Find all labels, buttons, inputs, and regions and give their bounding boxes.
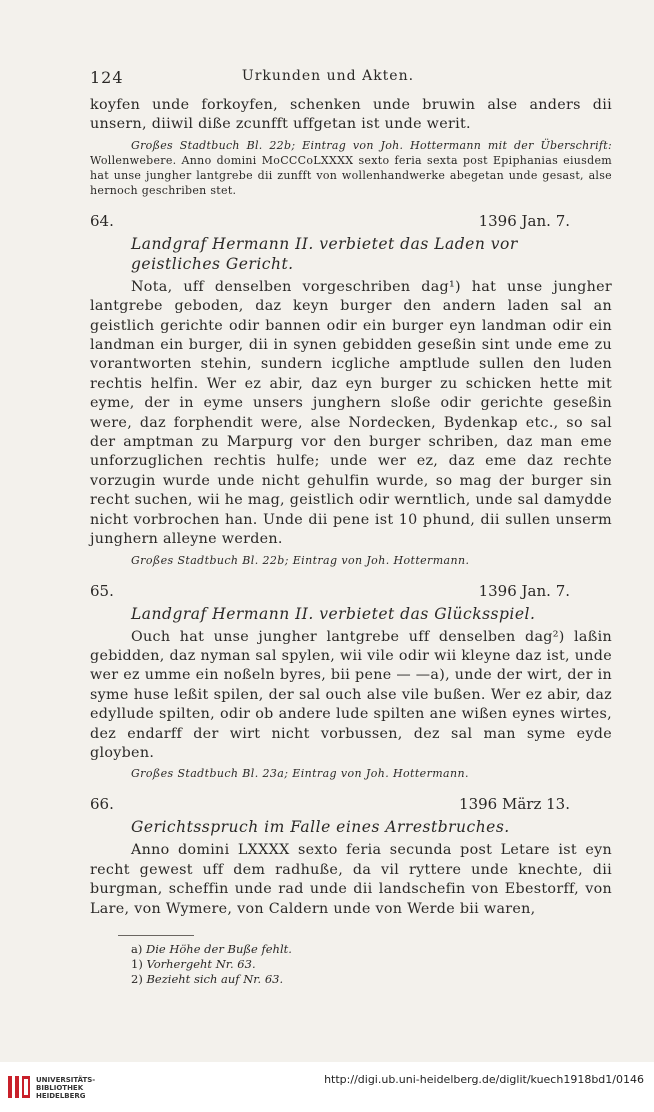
intro-source — [90, 138, 612, 198]
entry-date: 1396 Jan. 7. — [478, 211, 570, 230]
entry-64-header — [90, 212, 612, 234]
footnote-text: Bezieht sich auf Nr. 63. — [146, 971, 284, 986]
footnote-text: Die Höhe der Buße fehlt. — [146, 941, 292, 956]
entry-date: 1396 März 13. — [459, 795, 570, 814]
entry-source: Großes Stadtbuch Bl. 22b; Eintrag von Joh. Hottermann. — [131, 553, 470, 567]
page-number: 124 — [90, 68, 124, 87]
library-footer — [0, 1062, 654, 1112]
footnote-mark: 1) — [131, 956, 143, 971]
footnote — [90, 972, 612, 987]
entry-text: Anno domini LXXXX sexto feria secunda post Letare ist eyn recht gewest uff dem radhuße, da vil ryttere unde knechte, dii burgman, scheffin unde rad unde dii landschefin von Ebestorff, von Lare, von Wymere, von Caldern unde von Werde bii waren, — [90, 842, 612, 917]
footnote-mark: a) — [131, 941, 143, 956]
running-title: Urkunden und Akten. — [241, 68, 415, 84]
footnote-text: Vorhergeht Nr. 63. — [146, 956, 256, 971]
intro-source-italic: Großes Stadtbuch Bl. 22b; Eintrag von Joh. Hottermann mit der Überschrift: — [131, 138, 612, 152]
library-name: UNIVERSITÄTS- BIBLIOTHEK HEIDELBERG — [36, 1076, 96, 1100]
footnote-mark: 2) — [131, 971, 143, 986]
page-header — [90, 68, 566, 88]
entry-number: 64. — [90, 211, 114, 230]
page-body — [90, 96, 612, 987]
entry-number: 65. — [90, 581, 114, 600]
ub-heidelberg-logo-icon — [6, 1073, 32, 1101]
entry-title: Gerichtsspruch im Falle eines Arrestbruches. — [131, 818, 510, 837]
intro-text: koyfen unde forkoyfen, schenken unde bruwin alse anders dii unsern, diiwil diße zcunfft uffgetan ist unde werit. — [90, 97, 612, 133]
source-url-link[interactable]: http://digi.ub.uni-heidelberg.de/diglit/kuech1918bd1/0146 — [324, 1073, 644, 1086]
entry-title: Landgraf Hermann II. verbietet das Glücksspiel. — [131, 604, 536, 623]
entry-text: Ouch hat unse jungher lantgrebe uff denselben dag²) laßin gebidden, daz nyman sal spylen, wii vile odir wii kleyne daz ist, unde wer ez umme ein noßeln byres, bii pene — —a), unde der wirt, der in syme huse leßit spilen, der sal ouch alse vile bußen. Wer ez abir, daz edyllude spilten, odir ob andere lude spilten ane wißen eynes wirtes, dez endarff der wirt nicht vorbussen, dez sal man syme eyde gloyben. — [90, 628, 612, 761]
intro-source-rest: Wollenwebere. Anno domini MoCCCoLXXXX sexto feria sexta post Epiphanias eiusdem hat unse jungher lantgrebe dii zunfft von wollenhandwerke abegetan unde gesast, alse hernoch geschriben stet. — [90, 153, 612, 197]
entry-number: 66. — [90, 795, 114, 814]
footnote-divider — [118, 935, 194, 936]
entry-title: Landgraf Hermann II. verbietet das Laden vor geistliches Gericht. — [131, 234, 518, 273]
entry-date: 1396 Jan. 7. — [478, 581, 570, 600]
entry-source: Großes Stadtbuch Bl. 23a; Eintrag von Joh. Hottermann. — [131, 767, 469, 781]
entry-66-header — [90, 795, 612, 817]
footnote — [90, 942, 612, 957]
footnote — [90, 957, 612, 972]
entry-text: Nota, uff denselben vorgeschriben dag¹) hat unse jungher lantgrebe geboden, daz keyn burger den andern laden sal an geistlich gerichte odir bannen odir ein burger eyn landman odir ein landman ein burger, dii in synen gebidden geseßin sint unde eme zu vorantworten stehin, sundern icgliche amptlude sullen den luden rechtis helfin. Wer ez abir, daz eyn burger zu schicken hette mit eyme, der in eyme unsers junghern sloße odir gerichte geseßin were, daz forphendit were, alse Nordecken, Bydenkap etc., so sal der amptman zu Marpurg vor den burger schriben, daz man eme unforzuglichen rechtis hulfe; unde wer ez, daz eme daz rechte vorzugin wurde unde nicht gehulfin wurde, so mag der burger sin recht suchen, wii he mag, geistlich odir werntlich, unde sal damydde nicht vorbrochen han. Unde dii pene ist 10 phund, dii sullen unserm junghern alleyne werden. — [90, 278, 612, 548]
entry-65-header — [90, 582, 612, 604]
